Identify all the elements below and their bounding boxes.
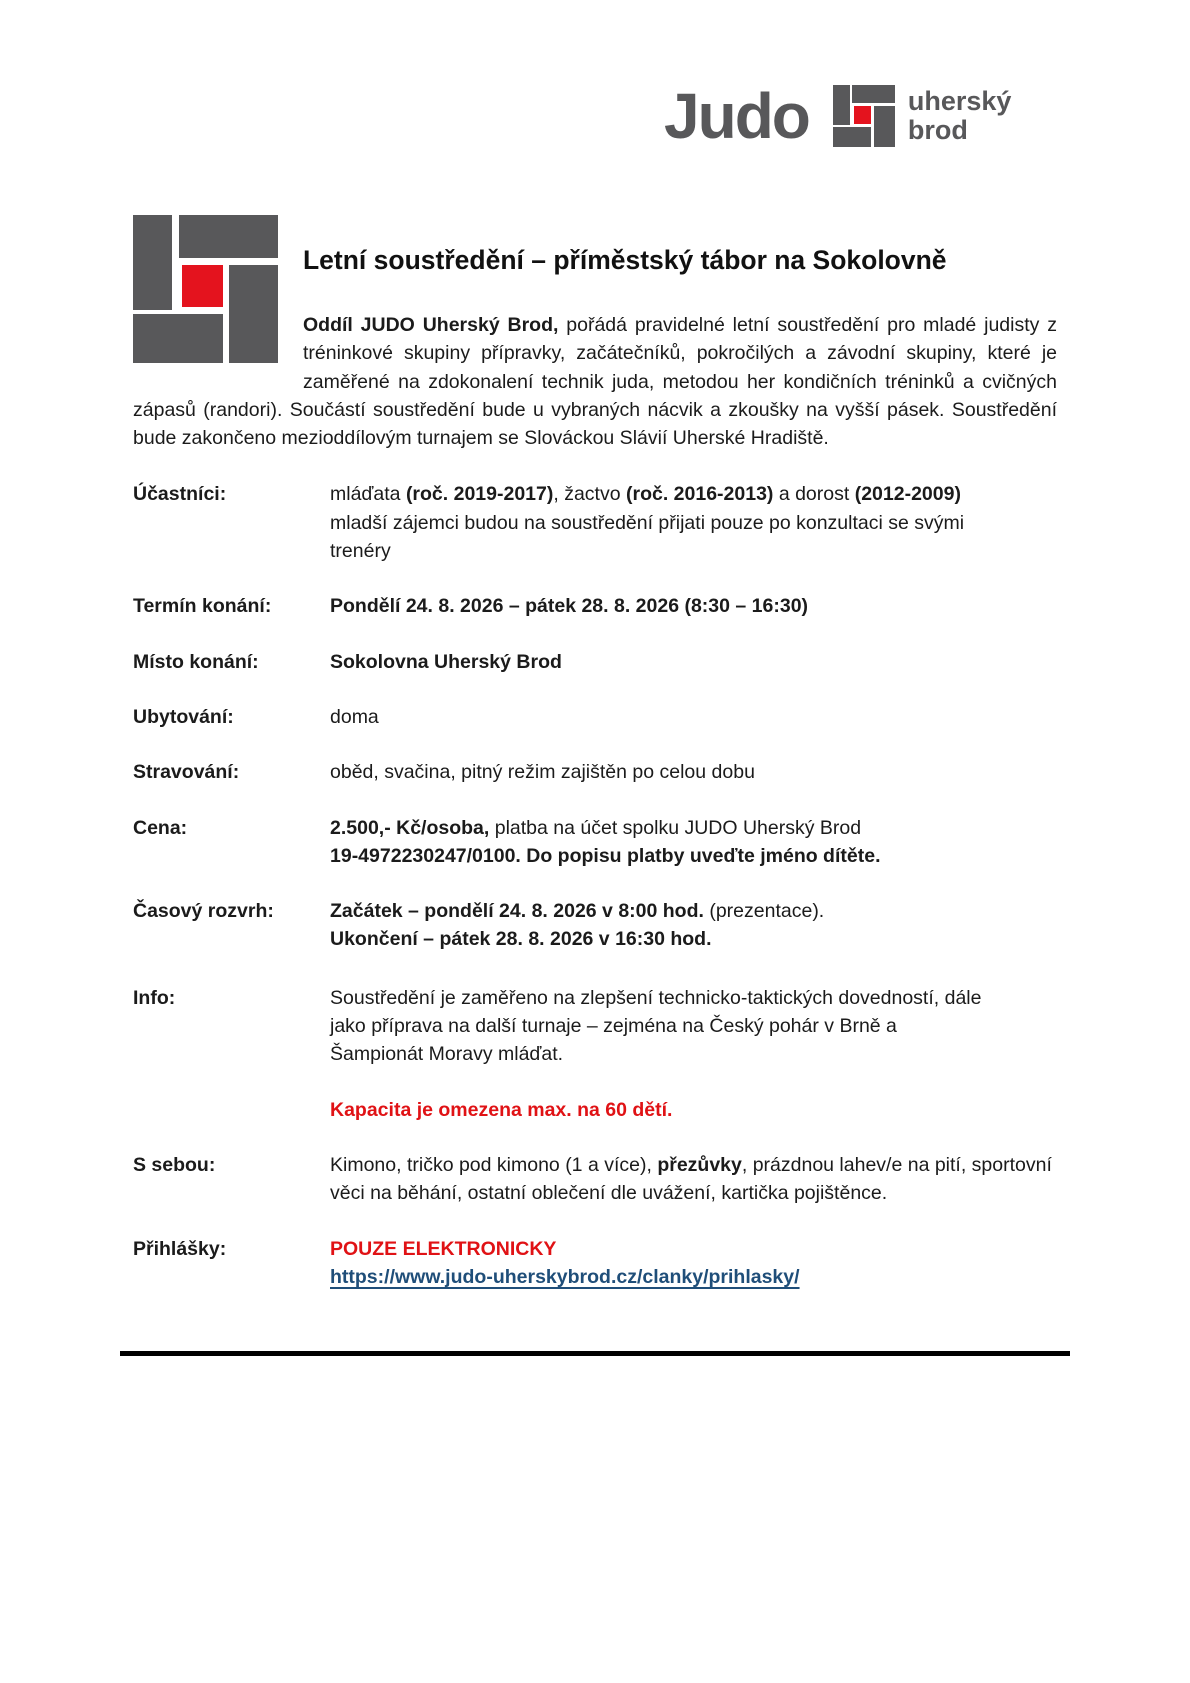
document-body (133, 215, 1057, 1356)
detail-label-misto: Místo konání: (133, 650, 259, 673)
detail-label-cena: Cena: (133, 816, 188, 839)
brand-wordmark: Judo (664, 80, 809, 152)
page-title: Letní soustředění – příměstský tábor na Sokolovně (303, 245, 947, 275)
detail-value-info (330, 984, 1057, 1124)
bottom-rule (120, 1351, 1070, 1356)
detail-value-rozvrh (330, 897, 1057, 954)
detail-label-ucastnici: Účastníci: (133, 483, 227, 506)
logo-block (229, 265, 278, 363)
info-line2: jako příprava na další turnaje – zejména na Český pohár v Brně a (330, 1015, 897, 1038)
detail-label-stravovani: Stravování: (133, 761, 240, 784)
brand-name-line1: uherský (907, 86, 1012, 116)
detail-value-ubytovani: doma (330, 705, 379, 728)
detail-row-info (133, 984, 1057, 1124)
rozvrh-line2: Ukončení – pátek 28. 8. 2026 v 16:30 hod. (330, 928, 712, 951)
ucastnici-line1: mláďata (roč. 2019-2017), žactvo (roč. 2016-2013) a dorost (2012-2009) (330, 483, 961, 506)
detail-value-stravovani: oběd, svačina, pitný režim zajištěn po celou dobu (330, 761, 755, 784)
judo-club-logo-large-icon (133, 215, 278, 363)
logo-block (833, 85, 850, 125)
detail-label-info: Info: (133, 986, 176, 1009)
detail-value-prihlasky (330, 1235, 1057, 1292)
judo-club-logo-icon (833, 85, 895, 147)
detail-label-ubytovani: Ubytování: (133, 705, 234, 728)
brand-name (908, 87, 1012, 145)
detail-value-ucastnici (330, 480, 1057, 565)
brand-name-line2: brod (907, 115, 968, 145)
detail-row-ucastnici (133, 480, 1057, 565)
logo-block (133, 314, 223, 363)
detail-label-termin: Termín konání: (133, 595, 272, 618)
rozvrh-line1: Začátek – pondělí 24. 8. 2026 v 8:00 hod. (prezentace). (330, 900, 825, 923)
capacity-warning: Kapacita je omezena max. na 60 dětí. (330, 1098, 673, 1121)
cena-line1: 2.500,- Kč/osoba, platba na účet spolku JUDO Uherský Brod (330, 816, 862, 839)
detail-row-ubytovani (133, 703, 1057, 731)
logo-block (133, 215, 172, 310)
detail-row-rozvrh (133, 897, 1057, 954)
intro-rest: pořádá pravidelné letní soustředění pro mladé judisty z tréninkové skupiny přípravky, začátečníků, pokročilých a závodní skupiny, které je zaměřené na zdokonalení technik juda, metodou her kondičních tréninků a cvičných zápasů (randori). Součástí soustředění bude u vybraných nácvik a zkoušky na vyšší pásek. Soustředění bude zakončeno mezioddílovým turnajem se Slováckou Slávií Uherské Hradiště. (133, 314, 1057, 450)
cena-line2: 19-4972230247/0100. Do popisu platby uveďte jméno dítěte. (330, 844, 881, 867)
logo-block (179, 215, 278, 258)
info-line3: Šampionát Moravy mláďat. (330, 1043, 564, 1066)
info-line1: Soustředění je zaměřeno na zlepšení technicko-taktických dovedností, dále (330, 986, 982, 1009)
detail-row-stravovani (133, 758, 1057, 786)
detail-row-prihlasky (133, 1235, 1057, 1292)
detail-row-cena (133, 814, 1057, 871)
logo-red-block (182, 265, 223, 308)
logo-block (852, 85, 894, 103)
detail-value-termin: Pondělí 24. 8. 2026 – pátek 28. 8. 2026 (8:30 – 16:30) (330, 595, 809, 618)
registration-link-line (330, 1263, 1057, 1291)
detail-row-termin (133, 592, 1057, 620)
detail-label-prihlasky: Přihlášky: (133, 1237, 227, 1260)
detail-row-ssebou (133, 1151, 1057, 1208)
detail-value-cena (330, 814, 1057, 871)
intro-lead: Oddíl JUDO Uherský Brod, (303, 314, 559, 336)
detail-value-ssebou: Kimono, tričko pod kimono (1 a více), přezůvky, prázdnou lahev/e na pití, sportovní věci na běhání, ostatní oblečení dle uvážení, kartička pojištěnce. (330, 1153, 1052, 1205)
club-brand-header (664, 80, 1012, 152)
logo-red-block (854, 106, 871, 124)
ucastnici-line3: trenéry (330, 540, 391, 563)
detail-value-misto: Sokolovna Uherský Brod (330, 650, 562, 673)
details-list (133, 480, 1057, 1291)
logo-block (874, 106, 895, 147)
ucastnici-line2: mladší zájemci budou na soustředění přijati pouze po konzultaci se svými (330, 511, 965, 534)
detail-row-misto (133, 648, 1057, 676)
logo-block (833, 127, 871, 147)
registration-link[interactable]: https://www.judo-uherskybrod.cz/clanky/prihlasky/ (330, 1265, 800, 1288)
detail-label-ssebou: S sebou: (133, 1153, 216, 1176)
detail-label-rozvrh: Časový rozvrh: (133, 900, 274, 923)
registration-method: POUZE ELEKTRONICKY (330, 1237, 557, 1260)
